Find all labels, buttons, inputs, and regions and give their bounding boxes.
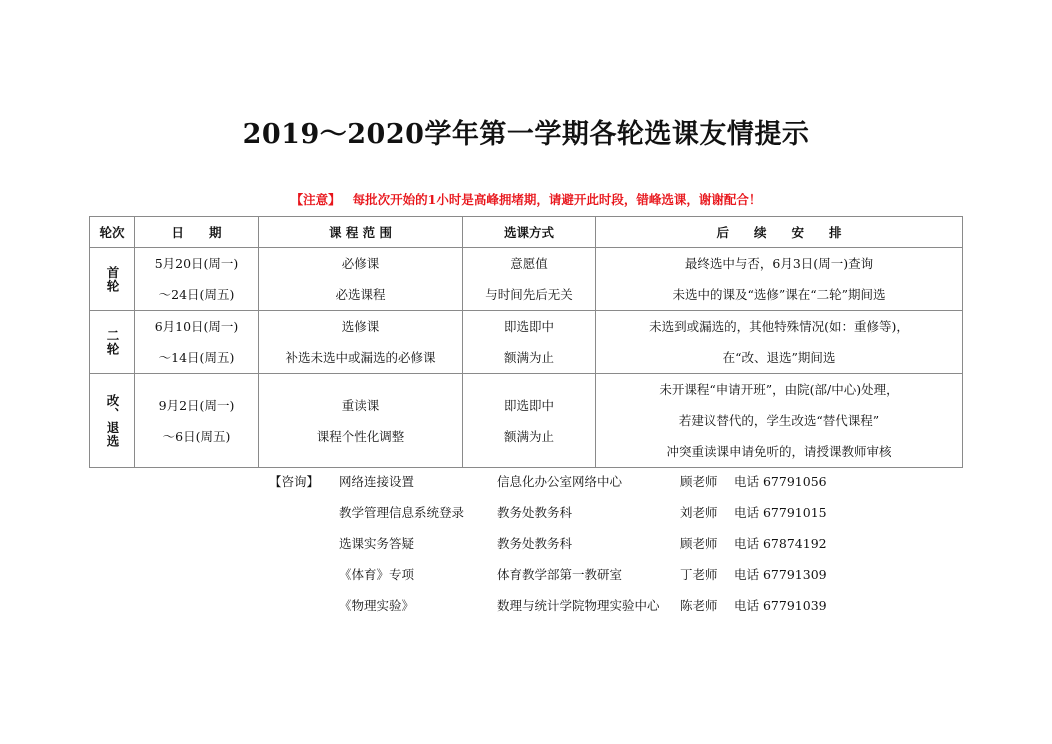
page-title: 2019～2020学年第一学期各轮选课友情提示 [242,119,810,150]
consult-person: 顾老师 [680,536,718,551]
date-end: ～6日(周五) [162,428,231,444]
header-scope: 课 程 范 围 [259,217,463,248]
scope-line: 补选未选中或漏选的必修课 [285,350,436,365]
header-date: 日 期 [135,217,259,248]
round-cell [90,248,135,311]
consult-dept: 信息化办公室网络中心 [497,474,623,489]
scope-line: 重读课 [341,397,380,413]
consult-dept: 教务处教务科 [497,505,573,520]
table-header-row [90,217,963,248]
round-label: 改、退选 [105,393,120,448]
consult-person: 陈老师 [680,598,718,613]
header-round: 轮次 [90,217,135,248]
date-start: 5月20日(周一) [154,256,239,271]
scope-line: 必修课 [341,256,380,271]
scope-line: 必选课程 [335,287,386,302]
followup-line: 在“改、退选”期间选 [722,350,836,365]
header-method: 选课方式 [463,217,596,248]
date-start: 6月10日(周一) [154,319,239,334]
notice-text: 每批次开始的1小时是高峰拥堵期，请避开此时段，错峰选课，谢谢配合！ [352,192,762,207]
followup-line: 最终选中与否，6月3日(周一)查询 [684,256,874,271]
followup-cell [596,374,963,468]
notice-tag: 【注意】 [290,192,341,207]
consult-phone: 电话 67791056 [734,474,827,489]
date-cell [135,248,259,311]
consult-item: 《物理实验》 [339,598,415,613]
consult-item: 教学管理信息系统登录 [339,505,465,520]
method-line: 与时间先后无关 [485,287,573,302]
consult-tag: 【咨询】 [269,474,320,489]
consult-person: 丁老师 [680,567,718,582]
method-cell [463,248,596,311]
method-cell [463,311,596,374]
scope-cell [259,248,463,311]
date-end: ～24日(周五) [158,287,235,302]
followup-cell [596,311,963,374]
header-followup: 后 续 安 排 [596,217,963,248]
consult-phone: 电话 67791309 [734,567,827,582]
method-line: 即选即中 [503,319,554,334]
method-cell [463,374,596,468]
consult-item: 网络连接设置 [339,474,415,489]
date-cell [135,311,259,374]
followup-line: 未选中的课及“选修”课在“二轮”期间选 [672,287,886,302]
date-end: ～14日(周五) [158,350,235,365]
consult-dept: 体育教学部第一教研室 [497,567,623,582]
method-line: 额满为止 [503,350,554,365]
consult-dept: 教务处教务科 [497,536,573,551]
consult-phone: 电话 67874192 [734,536,827,551]
followup-line: 冲突重读课申请免听的，请授课教师审核 [666,444,892,459]
consult-phone: 电话 67791015 [734,505,827,520]
consult-phone: 电话 67791039 [734,598,827,613]
round-label: 首轮 [105,265,120,293]
date-start: 9月2日(周一) [158,397,235,413]
followup-cell [596,248,963,311]
method-line: 即选即中 [503,397,554,413]
scope-line: 课程个性化调整 [316,428,405,444]
scope-line: 选修课 [341,319,380,334]
scope-cell [259,374,463,468]
followup-line: 未开课程“申请开班”，由院(部/中心)处理， [659,382,899,397]
method-line: 额满为止 [503,428,554,444]
round-label: 二轮 [105,328,120,356]
schedule-table [89,216,963,468]
round-cell [90,311,135,374]
consult-dept: 数理与统计学院物理实验中心 [497,598,660,613]
notice [0,190,1052,208]
table-row [90,374,963,468]
round-cell [90,374,135,468]
followup-line: 未选到或漏选的，其他特殊情况(如：重修等)， [649,319,909,334]
consult-item: 《体育》专项 [339,567,415,582]
method-line: 意愿值 [510,256,548,271]
scope-cell [259,311,463,374]
consult-person: 刘老师 [680,505,718,520]
followup-line: 若建议替代的，学生改选“替代课程” [678,413,880,428]
date-cell [135,374,259,468]
table-row [90,311,963,374]
consult-item: 选课实务答疑 [339,536,415,551]
table-row [90,248,963,311]
consult-person: 顾老师 [680,474,718,489]
